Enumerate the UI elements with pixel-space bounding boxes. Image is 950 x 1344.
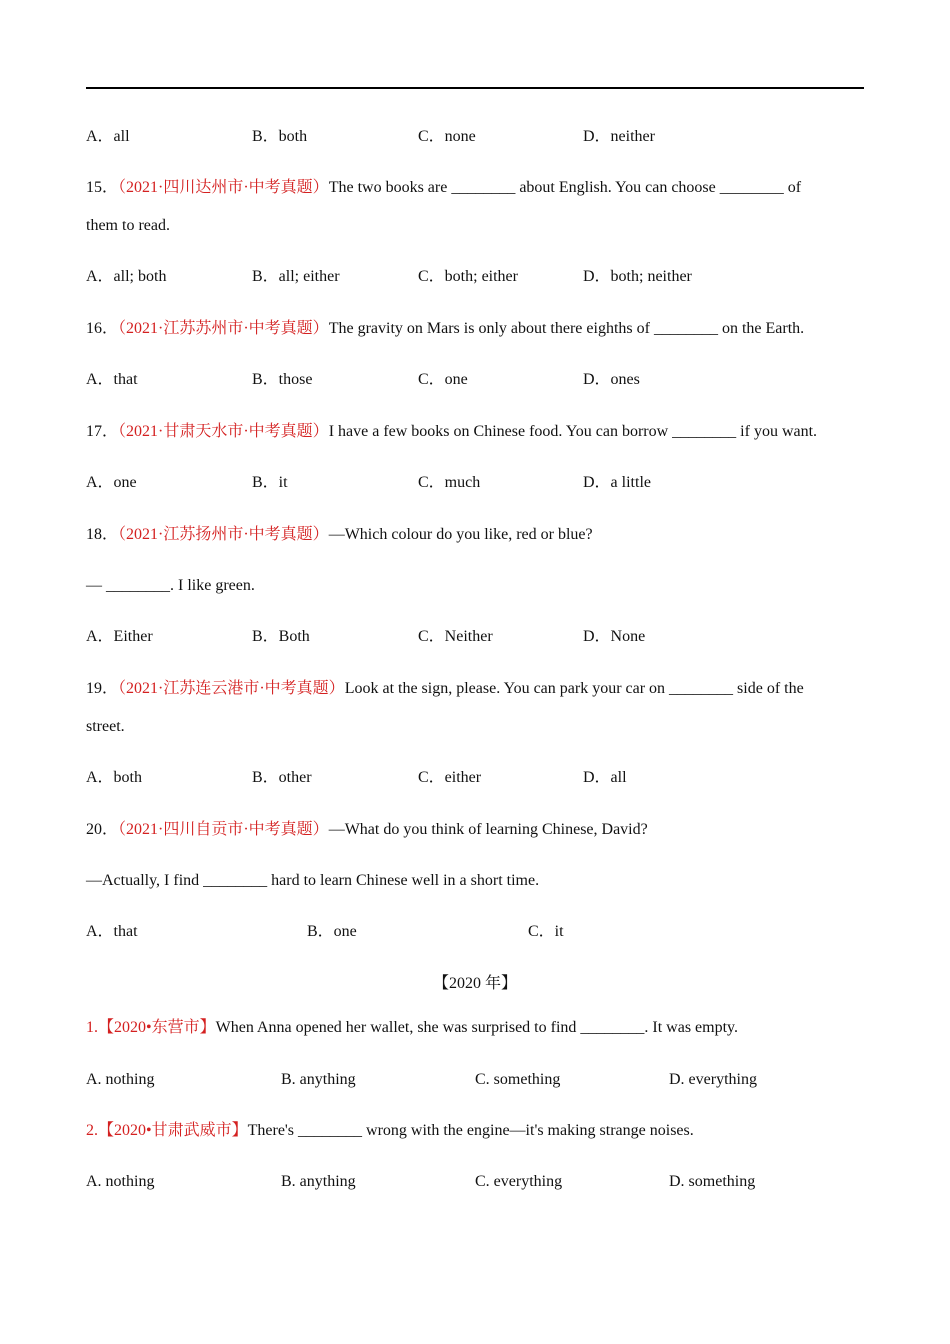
option-b[interactable]: B．one [307,923,357,940]
option-a[interactable]: A．Either [86,628,153,645]
option-a[interactable]: A．all [86,128,130,145]
option-d[interactable]: D．None [583,628,646,645]
question-source: （2021·四川自贡市·中考真题） [118,821,329,838]
header-rule [86,87,864,89]
question-source: （2021·江苏连云港市·中考真题） [118,680,345,697]
option-c[interactable]: C. something [475,1071,561,1088]
question-source: 2.【2020•甘肃武威市】 [86,1122,248,1139]
option-d[interactable]: D．both; neither [583,268,692,285]
option-c[interactable]: C．both; either [418,268,518,285]
question-text: Look at the sign, please. You can park your car on ________ side of the [344,680,804,697]
option-a[interactable]: A．one [86,474,137,491]
question-17 [86,422,817,442]
question-18 [86,525,593,545]
option-a[interactable]: A. nothing [86,1071,155,1088]
question-18-reply: — ________. I like green. [86,577,255,594]
question-source: 1.【2020•东营市】 [86,1019,216,1036]
question-source: （2021·甘肃天水市·中考真题） [118,423,329,440]
option-a[interactable]: A. nothing [86,1173,155,1190]
question-number: 15． [86,179,119,196]
question-2020-2 [86,1121,694,1141]
question-16 [86,319,804,339]
option-c[interactable]: C．much [418,474,481,491]
option-c[interactable]: C．one [418,371,468,388]
option-d[interactable]: D．ones [583,371,640,388]
option-c[interactable]: C．either [418,769,482,786]
option-b[interactable]: B. anything [281,1071,356,1088]
option-a[interactable]: A．all; both [86,268,167,285]
option-b[interactable]: B．other [252,769,312,786]
option-c[interactable]: C. everything [475,1173,563,1190]
option-d[interactable]: D. something [669,1173,756,1190]
option-b[interactable]: B．it [252,474,288,491]
section-heading-2020: 【2020 年】 [432,975,517,992]
question-text: The gravity on Mars is only about there eighths of ________ on the Earth. [328,320,805,337]
question-source: （2021·四川达州市·中考真题） [118,179,329,196]
option-d[interactable]: D．all [583,769,627,786]
option-d[interactable]: D. everything [669,1071,757,1088]
option-c[interactable]: C．Neither [418,628,493,645]
question-15 [86,178,801,198]
option-b[interactable]: B. anything [281,1173,356,1190]
question-number: 19． [86,680,119,697]
question-20 [86,820,648,840]
option-a[interactable]: A．both [86,769,143,786]
option-a[interactable]: A．that [86,923,138,940]
question-2020-1 [86,1018,738,1038]
question-source: （2021·江苏苏州市·中考真题） [118,320,329,337]
question-text: I have a few books on Chinese food. You can borrow ________ if you want. [328,423,818,440]
question-text: The two books are ________ about English. You can choose ________ of [328,179,802,196]
question-text: —Which colour do you like, red or blue? [328,526,593,543]
option-b[interactable]: B．both [252,128,308,145]
option-c[interactable]: C．it [528,923,564,940]
option-c[interactable]: C．none [418,128,476,145]
option-b[interactable]: B．those [252,371,313,388]
question-source: （2021·江苏扬州市·中考真题） [118,526,329,543]
question-19 [86,679,804,699]
option-b[interactable]: B．Both [252,628,310,645]
question-text: —What do you think of learning Chinese, David? [328,821,648,838]
question-number: 16． [86,320,119,337]
option-b[interactable]: B．all; either [252,268,340,285]
question-number: 20． [86,821,119,838]
question-number: 17． [86,423,119,440]
question-text: When Anna opened her wallet, she was surprised to find ________. It was empty. [215,1019,739,1036]
question-text: There's ________ wrong with the engine—it's making strange noises. [247,1122,694,1139]
question-number: 18． [86,526,119,543]
question-20-reply: —Actually, I find ________ hard to learn Chinese well in a short time. [86,872,540,889]
option-d[interactable]: D．a little [583,474,651,491]
option-a[interactable]: A．that [86,371,138,388]
question-15-continuation: them to read. [86,217,170,234]
question-19-continuation: street. [86,718,125,735]
option-d[interactable]: D．neither [583,128,655,145]
